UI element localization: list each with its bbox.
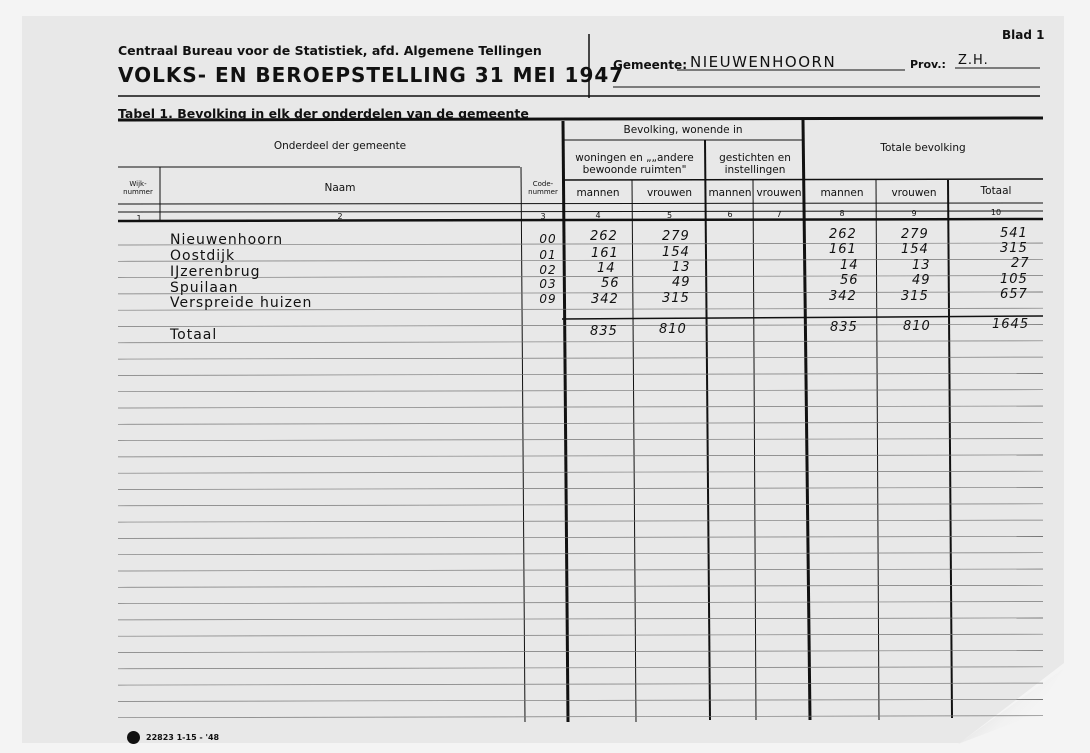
province-label: Prov.: bbox=[910, 58, 946, 71]
col-num-5: 5 bbox=[666, 211, 673, 220]
ruled-line bbox=[118, 488, 1043, 490]
total-t-vrouwen: 810 bbox=[903, 319, 931, 334]
gemeente-value: NIEUWENHOORN bbox=[690, 53, 837, 71]
ruled-line bbox=[118, 634, 1043, 636]
cell-t-mannen: 161 bbox=[829, 242, 857, 257]
gemeente-label: Gemeente: bbox=[613, 58, 687, 72]
header-onderdeel: Onderdeel der gemeente bbox=[273, 140, 407, 152]
row-naam: Verspreide huizen bbox=[170, 295, 313, 311]
col-num-6: 6 bbox=[727, 210, 733, 219]
header-wijk: Wijk- nummer bbox=[123, 180, 153, 196]
header-gestichten: gestichten en instellingen bbox=[719, 152, 791, 176]
col-num-1: 1 bbox=[136, 214, 142, 223]
header-code: Code- nummer bbox=[528, 180, 558, 196]
col-num-3: 3 bbox=[540, 212, 546, 221]
ruled-line bbox=[118, 455, 1043, 457]
ruled-line bbox=[118, 357, 1043, 359]
cell-w-mannen: 56 bbox=[601, 276, 620, 291]
cell-w-vrouwen: 49 bbox=[672, 275, 691, 290]
ruled-line bbox=[118, 569, 1043, 571]
cell-totaal: 315 bbox=[1000, 241, 1028, 256]
cell-totaal: 657 bbox=[1000, 287, 1028, 302]
cell-w-mannen: 262 bbox=[590, 229, 618, 244]
ruled-line bbox=[118, 683, 1043, 685]
row-naam: Oostdijk bbox=[170, 248, 236, 264]
ruled-line bbox=[118, 618, 1043, 620]
form-title: VOLKS- EN BEROEPSTELLING 31 MEI 1947 bbox=[118, 63, 625, 87]
cell-totaal: 541 bbox=[1000, 226, 1028, 241]
row-naam: Spuilaan bbox=[170, 280, 239, 296]
form-code: 22823 1-15 - '48 bbox=[146, 733, 220, 742]
header-bevolking: Bevolking, wonende in bbox=[623, 124, 743, 136]
ruled-line bbox=[118, 259, 1043, 261]
cell-w-vrouwen: 279 bbox=[662, 229, 690, 244]
col-num-8: 8 bbox=[839, 209, 845, 218]
header-vrouwen-2: vrouwen bbox=[756, 187, 802, 199]
ruled-line bbox=[118, 406, 1043, 408]
col-num-7: 7 bbox=[776, 210, 782, 219]
cell-t-mannen: 56 bbox=[840, 273, 859, 288]
sheet-number: Blad 1 bbox=[1002, 28, 1045, 42]
row-code: 09 bbox=[539, 292, 557, 306]
header-woningen: woningen en „„andere bewoonde ruimten" bbox=[575, 152, 694, 176]
cell-totaal: 105 bbox=[1000, 272, 1028, 287]
cell-t-vrouwen: 279 bbox=[901, 227, 929, 242]
ruled-line bbox=[118, 471, 1043, 473]
cell-w-vrouwen: 13 bbox=[672, 260, 691, 275]
ruled-line bbox=[118, 373, 1043, 375]
ruled-line bbox=[118, 504, 1043, 506]
ruled-line bbox=[118, 422, 1043, 424]
total-label: Totaal bbox=[170, 327, 218, 343]
cell-t-vrouwen: 13 bbox=[912, 258, 931, 273]
ruled-line bbox=[118, 602, 1043, 604]
cell-w-mannen: 14 bbox=[597, 261, 616, 276]
total-w-vrouwen: 810 bbox=[659, 322, 687, 337]
cell-w-vrouwen: 154 bbox=[662, 245, 690, 260]
header-totaal: Totaal bbox=[980, 185, 1012, 197]
ruled-line bbox=[118, 667, 1043, 669]
total-t-mannen: 835 bbox=[830, 320, 858, 335]
ruled-line bbox=[118, 536, 1043, 538]
row-code: 01 bbox=[539, 248, 557, 262]
cell-t-mannen: 14 bbox=[840, 258, 859, 273]
header-vrouwen-1: vrouwen bbox=[646, 187, 693, 199]
ruled-line bbox=[118, 699, 1043, 701]
col-num-4: 4 bbox=[595, 211, 601, 220]
cell-t-vrouwen: 315 bbox=[901, 289, 929, 304]
ruled-line bbox=[118, 439, 1043, 441]
table-caption: Tabel 1. Bevolking in elk der onderdelen van de gemeente bbox=[118, 106, 529, 121]
cell-t-mannen: 342 bbox=[829, 289, 857, 304]
row-code: 00 bbox=[539, 232, 557, 246]
province-value: Z.H. bbox=[958, 53, 989, 68]
total-totaal: 1645 bbox=[992, 317, 1030, 332]
ruled-line bbox=[118, 585, 1043, 587]
col-num-10: 10 bbox=[990, 208, 1002, 217]
row-code: 02 bbox=[539, 263, 557, 277]
cell-t-vrouwen: 49 bbox=[912, 273, 931, 288]
ruled-line bbox=[118, 520, 1043, 522]
row-naam: Nieuwenhoorn bbox=[170, 232, 284, 248]
organization-name: Centraal Bureau voor de Statistiek, afd. Algemene Tellingen bbox=[118, 43, 542, 58]
ruled-line bbox=[118, 341, 1043, 343]
cbs-logo-icon bbox=[127, 731, 140, 744]
header-mannen-1: mannen bbox=[576, 187, 620, 199]
cell-w-mannen: 342 bbox=[591, 292, 619, 307]
ruled-line bbox=[118, 716, 1043, 718]
ruled-line bbox=[118, 553, 1043, 555]
ruled-line bbox=[118, 651, 1043, 653]
header-mannen-2: mannen bbox=[708, 187, 752, 199]
row-naam: IJzerenbrug bbox=[170, 264, 261, 280]
header-vrouwen-3: vrouwen bbox=[891, 187, 937, 199]
cell-totaal: 27 bbox=[1011, 256, 1030, 271]
header-mannen-3: mannen bbox=[820, 187, 864, 199]
cell-t-mannen: 262 bbox=[829, 227, 857, 242]
ruled-line bbox=[118, 390, 1043, 392]
header-naam: Naam bbox=[324, 182, 356, 194]
cell-w-mannen: 161 bbox=[591, 246, 619, 261]
col-num-2: 2 bbox=[337, 212, 343, 221]
cell-t-vrouwen: 154 bbox=[901, 242, 929, 257]
header-totale: Totale bevolking bbox=[880, 142, 966, 154]
total-w-mannen: 835 bbox=[590, 324, 618, 339]
col-num-9: 9 bbox=[911, 209, 917, 218]
cell-w-vrouwen: 315 bbox=[662, 291, 690, 306]
row-code: 03 bbox=[539, 277, 557, 291]
